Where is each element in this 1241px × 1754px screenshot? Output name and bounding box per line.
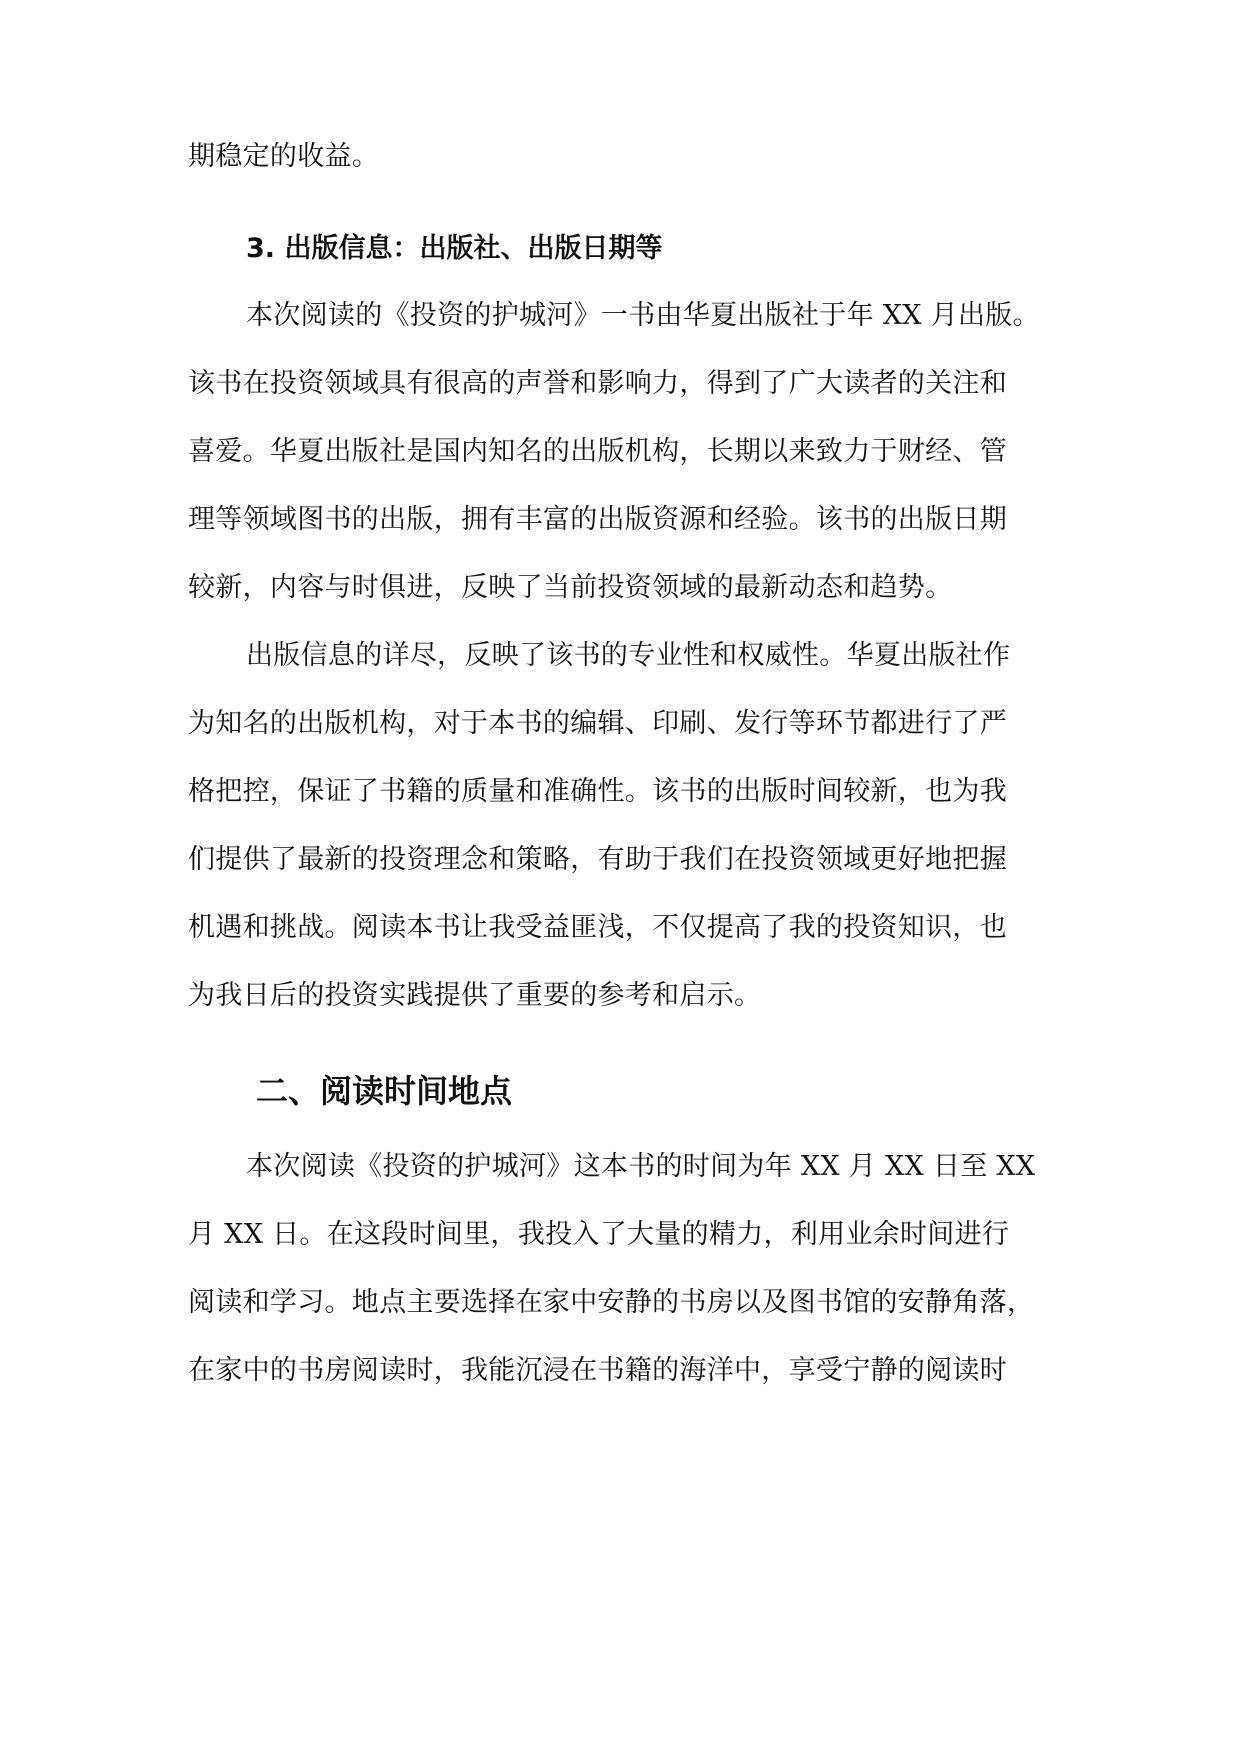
- body-text-line: 喜爱。华夏出版社是国内知名的出版机构，长期以来致力于财经、管: [188, 436, 1007, 467]
- section-heading-reading-time-place: 二、阅读时间地点: [256, 1072, 513, 1110]
- body-text-line: 格把控，保证了书籍的质量和准确性。该书的出版时间较新，也为我: [188, 776, 1007, 807]
- body-text-line: 机遇和挑战。阅读本书让我受益匪浅，不仅提高了我的投资知识，也: [188, 912, 1007, 943]
- body-text-line: 较新，内容与时俱进，反映了当前投资领域的最新动态和趋势。: [188, 572, 953, 603]
- body-text-line: 该书在投资领域具有很高的声誉和影响力，得到了广大读者的关注和: [188, 368, 1007, 399]
- body-text-line: 为我日后的投资实践提供了重要的参考和启示。: [188, 980, 762, 1011]
- body-text-line: 们提供了最新的投资理念和策略，有助于我们在投资领域更好地把握: [188, 844, 1007, 875]
- paragraph-first-line: 本次阅读《投资的护城河》这本书的时间为年 XX 月 XX 日至 XX: [246, 1151, 1036, 1182]
- body-text-line: 月 XX 日。在这段时间里，我投入了大量的精力，利用业余时间进行: [188, 1219, 1010, 1250]
- subsection-heading-publication-info: 3. 出版信息：出版社、出版日期等: [246, 233, 663, 264]
- paragraph-first-line: 出版信息的详尽，反映了该书的专业性和权威性。华夏出版社作: [246, 640, 1011, 671]
- body-text-line: 理等领域图书的出版，拥有丰富的出版资源和经验。该书的出版日期: [188, 504, 1007, 535]
- body-text-line: 阅读和学习。地点主要选择在家中安静的书房以及图书馆的安静角落，: [188, 1287, 1035, 1318]
- body-text-line: 期稳定的收益。: [188, 141, 380, 172]
- paragraph-first-line: 本次阅读的《投资的护城河》一书由华夏出版社于年 XX 月出版。: [246, 300, 1040, 331]
- body-text-line: 为知名的出版机构，对于本书的编辑、印刷、发行等环节都进行了严: [188, 708, 1007, 739]
- body-text-line: 在家中的书房阅读时，我能沉浸在书籍的海洋中，享受宁静的阅读时: [188, 1355, 1007, 1386]
